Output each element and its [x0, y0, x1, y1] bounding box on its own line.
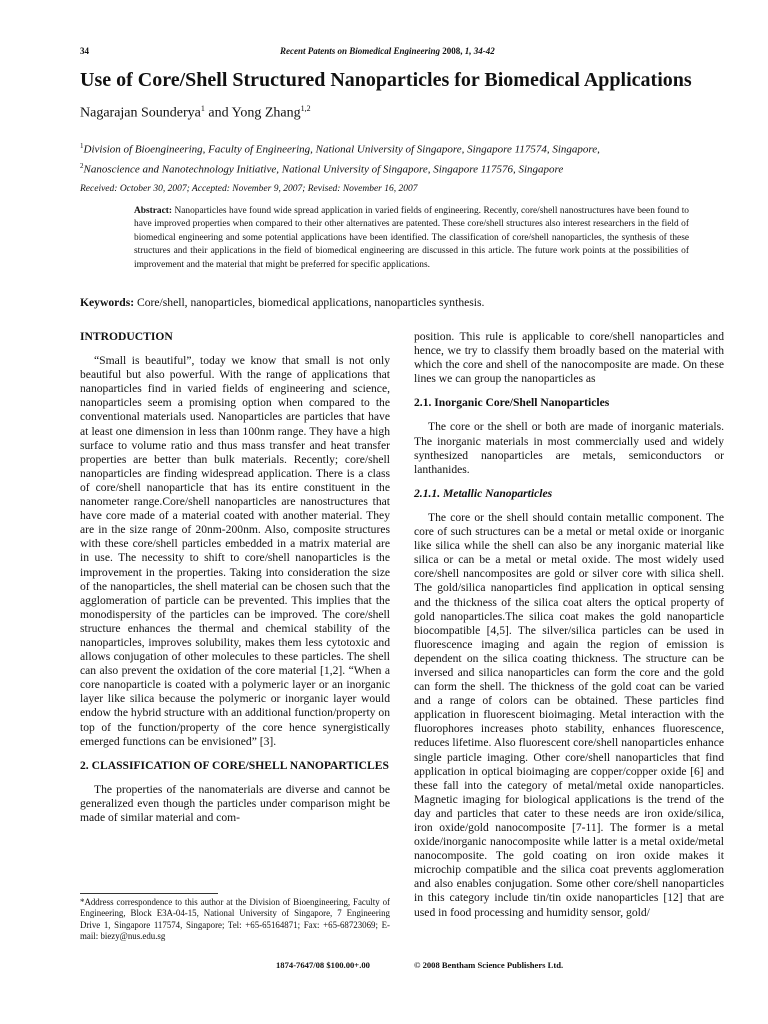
- keywords: [80, 296, 484, 309]
- author-and: and: [204, 105, 232, 121]
- introduction-heading: INTRODUCTION: [80, 330, 173, 343]
- affiliation-1-mark: 1: [80, 142, 84, 150]
- left-column: [80, 330, 390, 825]
- abstract-label: Abstract:: [134, 206, 173, 216]
- affiliation-2-text: Nanoscience and Nanotechnology Initiative, National University of Singapore, Singapore 117576, Singapore: [83, 163, 564, 176]
- journal-name: Recent Patents on Biomedical Engineering: [280, 46, 441, 56]
- abstract-text: Nanoparticles have found wide spread application in varied fields of engineering. Recently, core/shell nanostructures have been found to have improved properties when compared to their other alternatives are patented. These core/shell structures also interest researchers in the field of biomedical engineering and some potential applications have been identified. The classification of core/shell nanoparticles, the synthesis of these structures and their applications in the field of biomedical engineering are discussed in this article. The future work points at the possibilities of improvement and the material that might be preferred for specific applications.: [134, 206, 689, 270]
- abstract: [134, 205, 689, 272]
- section-2-1-1-heading: 2.1.1. Metallic Nanoparticles: [414, 486, 553, 500]
- footer-issn-code: 1874-7647/08 $100.00+.00: [276, 960, 370, 970]
- affiliation-2: [80, 158, 720, 178]
- author-1: Nagarajan Sounderya: [80, 105, 201, 121]
- affiliation-1-text: Division of Bioengineering, Faculty of Engineering, National University of Singapore, Singapore 117574, Singapore,: [83, 143, 600, 156]
- journal-citation: [280, 46, 495, 56]
- journal-volume-pages: 1, 34-42: [464, 46, 495, 56]
- page-number: 34: [80, 46, 89, 56]
- author-line: [80, 104, 311, 122]
- keywords-text: Core/shell, nanoparticles, biomedical applications, nanoparticles synthesis.: [134, 296, 485, 309]
- introduction-paragraph: “Small is beautiful”, today we know that small is not only beautiful but also powerful. With the range of applications that nanoparticles find in varied fields of engineering and science, nanoparticles seem a promising option when compared to the conventional materials used. Nanoparticles are particles that have at least one dimension in less than 100nm range. They have a high surface to volume ratio and thus mass transfer and heat transfer properties are better than bulk materials. Recently; core/shell nanoparticles are finding widespread application. There is a class of core/shell nanoparticle that has its entire constituent in the nanometer range.Core/shell nanoparticles are nanostructures that have core made of a material coated with another material. They are in the size range of 20nm-200nm. Also, composite structures with these core/shell particles embedded in a matrix material are in use. The necessity to shift to core/shell nanoparticles is the improvement in the properties. Taking into consideration the size of the nanoparticles, the shell material can be chosen such that the agglomeration of particle can be prevented. This implies that the monodispersity of the particles can be improved. The core/shell structure enhances the thermal and chemical stability of the nanoparticles, improves solubility, makes them less cytotoxic and allows conjugation of other molecules to these particles. The shell can also prevent the oxidation of the core material [1,2]. “When a core nanoparticle is coated with a polymeric layer or an inorganic layer like silica because the polymeric or inorganic layer would endow the hybrid structure with an additional function/property on top of the function/property of the core hence synergistically emerged functions can be envisioned” [3].: [80, 354, 390, 748]
- section-2-1-1-paragraph: The core or the shell should contain metallic component. The core of such structures can be a metal or metal oxide or inorganic like silica while the shell can also be any inorganic material like silica or can be a metal or metal oxide. The most widely used core/shell nancomposites are gold or silver core with silica shell. The gold/silica nanoparticles find application in optical sensing and the thickness of the silica coat alters the optical property of gold nanoparticles.The silica coat makes the gold nanoparticle biocompatible [4,5]. The silver/silica particles can be used in fluorescence imaging and again the region of emission is dependent on the silica coating thickness. The structure can be inversed and silica nanoparticles can form the core and the gold can form the shell. The thickness of the gold coat can be varied and a range of colors can be obtained. These particles find application in fluorescent bioimaging. Metal interaction with the fluorophores increases photo stability, enhances fluorescence, reduces lifetime. Also fluorescent core/shell nanoparticles enhance single particle imaging. Other core/shell nanoparticles that find application in optical bioimaging are copper/copper oxide [6] and these fall into the category of metal/metal oxide nanoparticles. Magnetic imaging for biological applications is the trend of the day and particles that cater to these needs are iron oxide/silica, iron oxide/gold nanocomposite [7-11]. The former is a metal oxide/inorganic nanocomposite while latter is a metal oxide/metal nanocomposite. The gold coating on iron oxide makes it microchip compatible and the silica coat prevents agglomeration and also enables conjugation. Some other core/shell nanoparticles in this category include tin/tin oxide nanoparticles [12] that are used in food processing and humidity sensor, gold/: [414, 510, 724, 919]
- continued-paragraph: position. This rule is applicable to core/shell nanoparticles and hence, we try to classify them broadly based on the material with which the core and shell of the nanocomposite are made. On these lines we can group the nanoparticles as: [414, 330, 724, 386]
- affiliations: [80, 138, 720, 177]
- keywords-label: Keywords:: [80, 296, 135, 309]
- running-header: [80, 46, 700, 60]
- footer-copyright: © 2008 Bentham Science Publishers Ltd.: [414, 960, 564, 970]
- author-2-affil: 1,2: [300, 104, 311, 113]
- section-2-1-paragraph: The core or the shell or both are made of inorganic materials. The inorganic materials in most commercially used and widely synthesized nanoparticles are metals, semiconductors or lanthanides.: [414, 420, 724, 476]
- affiliation-1: [80, 138, 720, 158]
- section-2-heading: 2. CLASSIFICATION OF CORE/SHELL NANOPARTICLES: [80, 758, 389, 772]
- affiliation-2-mark: 2: [80, 161, 84, 170]
- right-column: [414, 330, 724, 920]
- journal-year: 2008,: [442, 46, 463, 56]
- article-title: Use of Core/Shell Structured Nanoparticles for Biomedical Applications: [80, 69, 692, 91]
- correspondence-footnote: *Address correspondence to this author at the Division of Bioengineering, Faculty of Engineering, Block E3A-04-15, National University of Singapore, 7 Engineering Drive 1, Singapore 117574, Singapore; Tel: +65-65164871; Fax: +65-68723069; E-mail: biezy@nus.edu.sg: [80, 897, 390, 942]
- author-2: Yong Zhang: [231, 105, 301, 121]
- section-2-paragraph: The properties of the nanomaterials are diverse and cannot be generalized even though the particles under comparison might be made of similar material and com-: [80, 782, 390, 824]
- footnote-divider: [80, 893, 218, 894]
- section-2-1-heading: 2.1. Inorganic Core/Shell Nanoparticles: [414, 396, 610, 410]
- author-1-affil: 1: [200, 104, 205, 113]
- submission-dates: Received: October 30, 2007; Accepted: November 9, 2007; Revised: November 16, 2007: [80, 184, 418, 194]
